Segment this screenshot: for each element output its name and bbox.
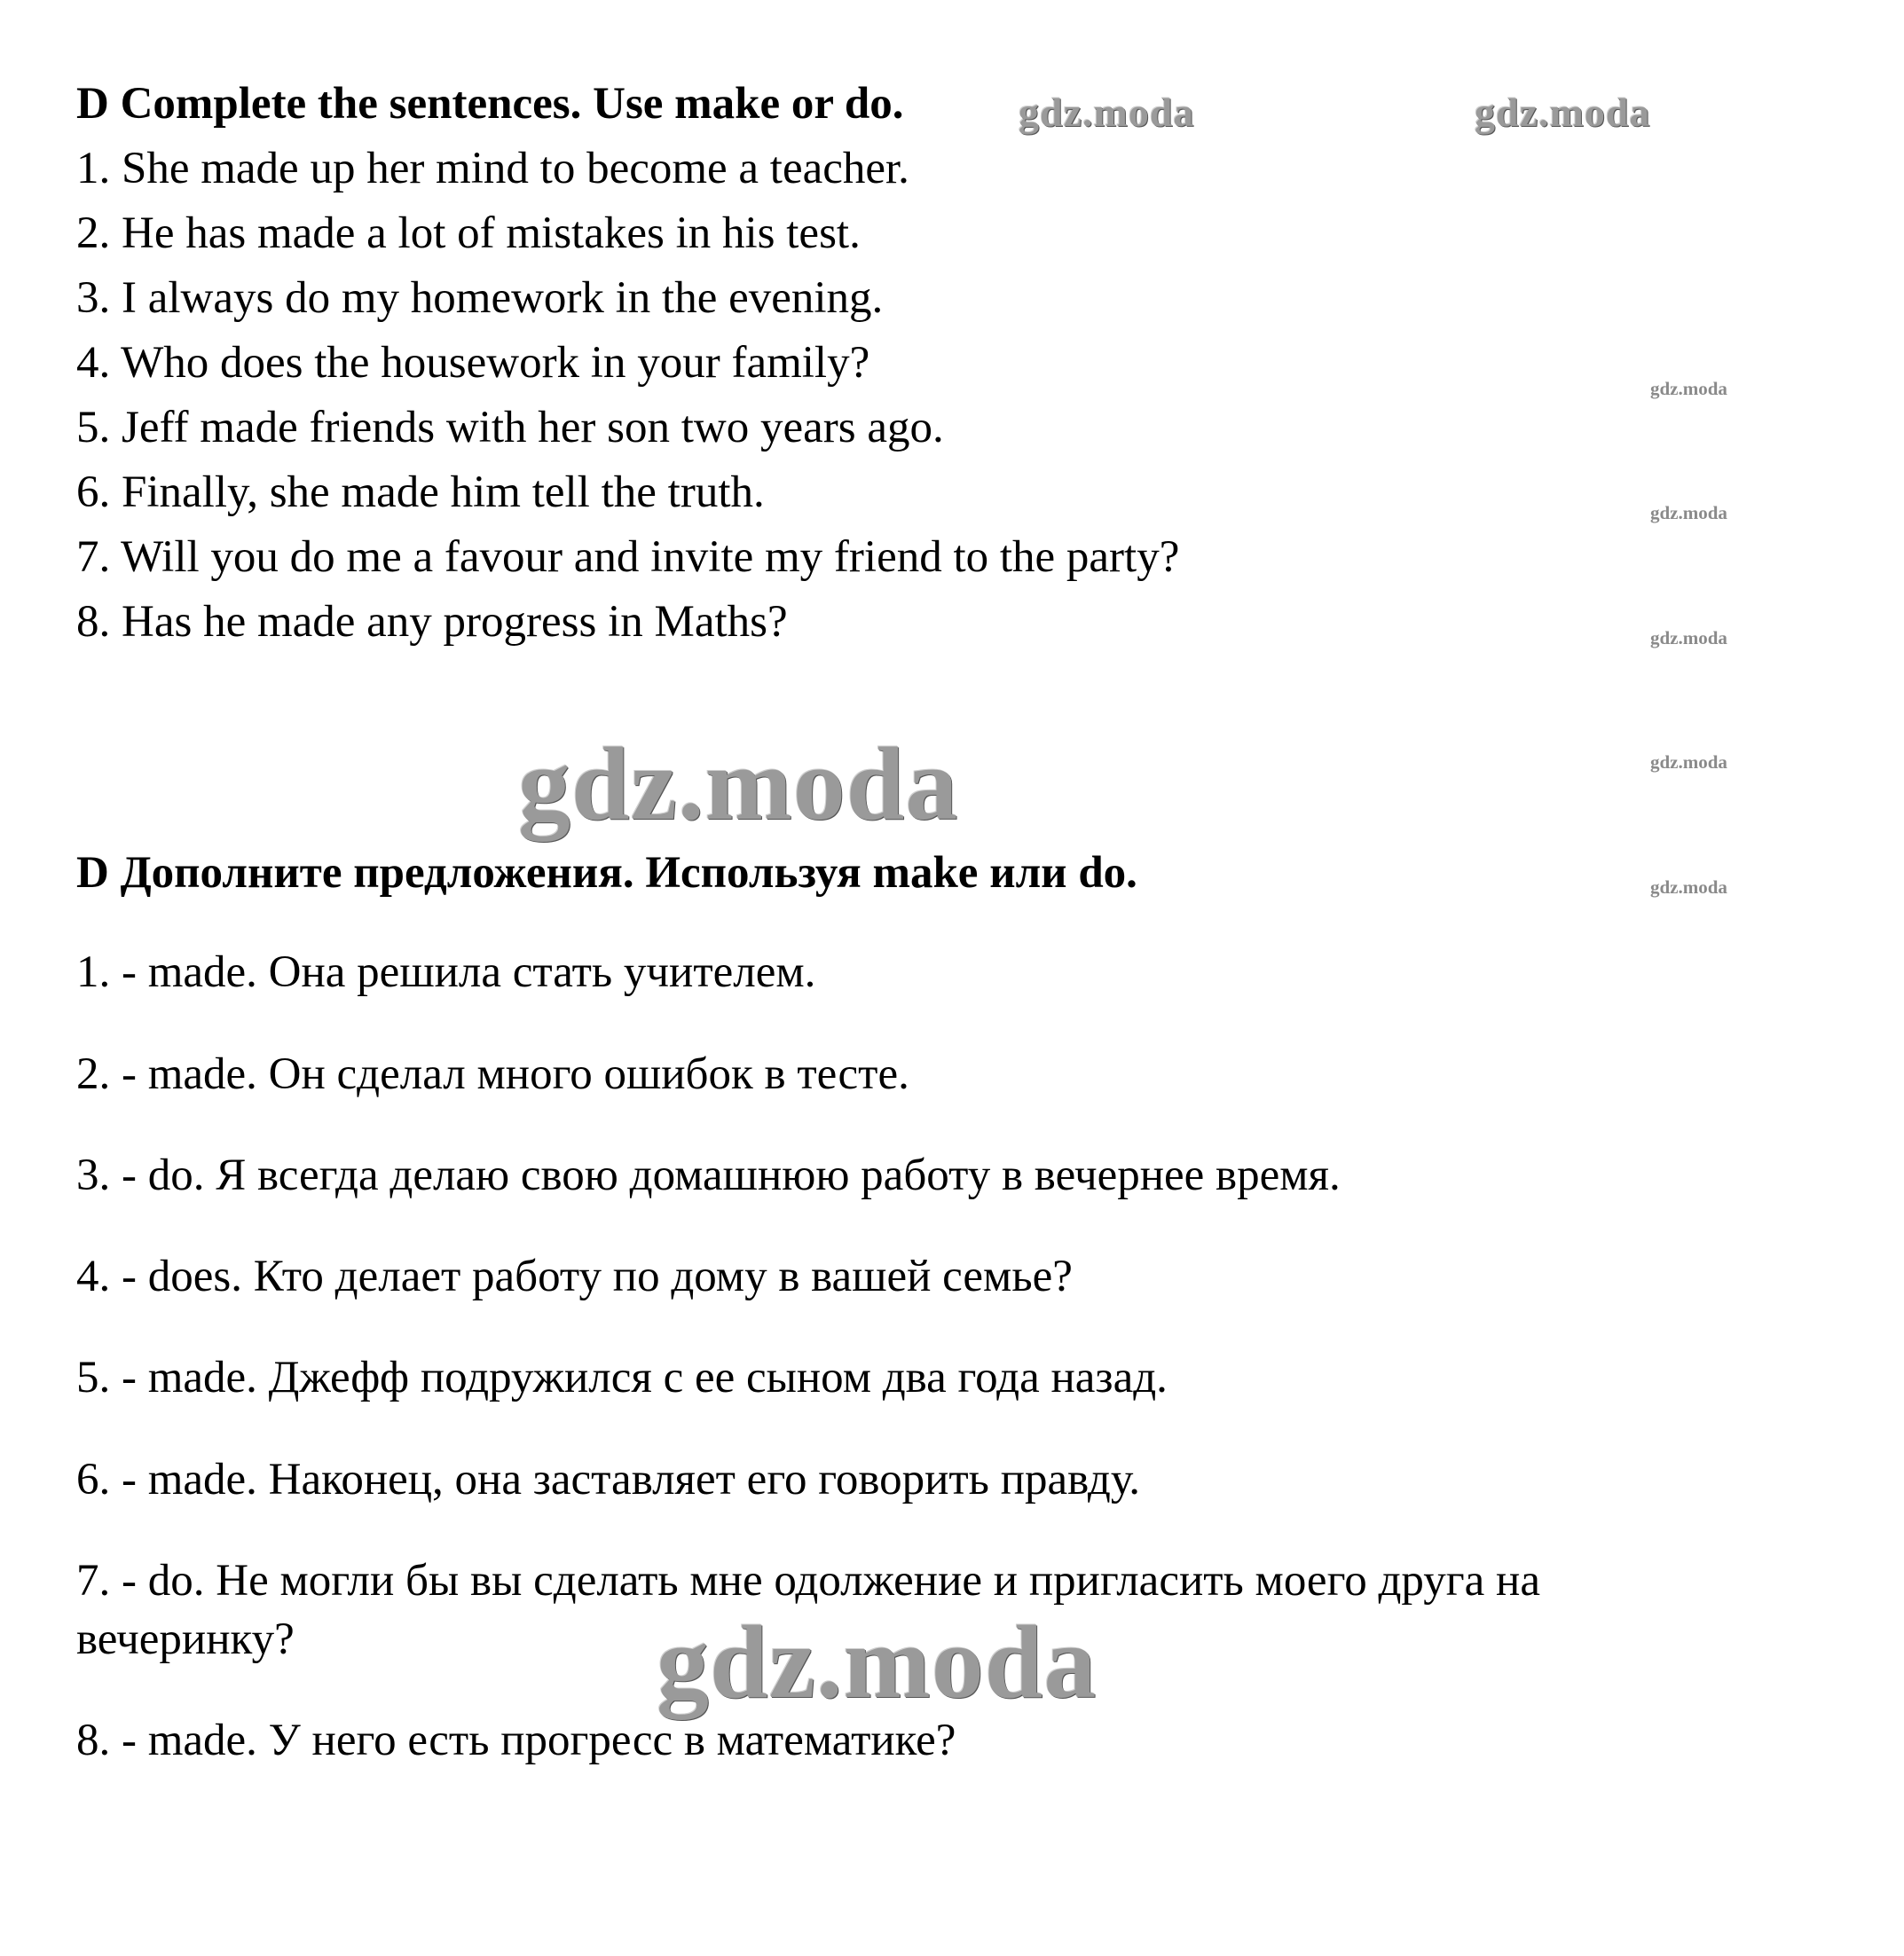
english-item: 4. Who does the housework in your family?: [76, 338, 870, 388]
english-item: 2. He has made a lot of mistakes in his test.: [76, 208, 861, 258]
russian-item: 3. - do. Я всегда делаю свою домашнюю работу в вечернее время.: [76, 1151, 1341, 1200]
russian-item: 5. - made. Джефф подружился с ее сыном два года назад.: [76, 1353, 1168, 1402]
english-item: 1. She made up her mind to become a teacher.: [76, 144, 909, 193]
watermark: gdz.moda: [518, 726, 959, 842]
watermark: gdz.moda: [1650, 627, 1727, 648]
watermark: gdz.moda: [657, 1604, 1098, 1720]
russian-item: 1. - made. Она решила стать учителем.: [76, 947, 816, 997]
english-item: 3. I always do my homework in the evening.: [76, 273, 884, 323]
watermark: gdz.moda: [1650, 502, 1727, 523]
russian-heading: D Дополните предложения. Используя make или do.: [76, 848, 1137, 898]
watermark: gdz.moda: [1650, 876, 1727, 898]
russian-item: 6. - made. Наконец, она заставляет его говорить правду.: [76, 1455, 1141, 1504]
russian-item: 8. - made. У него есть прогресс в математике?: [76, 1716, 956, 1765]
watermark: gdz.moda: [1019, 90, 1195, 135]
english-heading: D Complete the sentences. Use make or do.: [76, 79, 904, 129]
watermark: gdz.moda: [1650, 751, 1727, 773]
russian-item: 7. - do. Не могли бы вы сделать мне одолжение и пригласить моего друга на: [76, 1556, 1540, 1606]
russian-item: 4. - does. Кто делает работу по дому в вашей семье?: [76, 1252, 1073, 1301]
russian-item-continuation: вечеринку?: [76, 1614, 295, 1664]
english-item: 7. Will you do me a favour and invite my friend to the party?: [76, 532, 1180, 582]
watermark: gdz.moda: [1650, 378, 1727, 399]
russian-item: 2. - made. Он сделал много ошибок в тесте.: [76, 1049, 909, 1099]
english-item: 5. Jeff made friends with her son two years ago.: [76, 403, 944, 452]
english-item: 6. Finally, she made him tell the truth.: [76, 467, 765, 517]
watermark: gdz.moda: [1475, 90, 1651, 135]
english-item: 8. Has he made any progress in Maths?: [76, 597, 788, 647]
